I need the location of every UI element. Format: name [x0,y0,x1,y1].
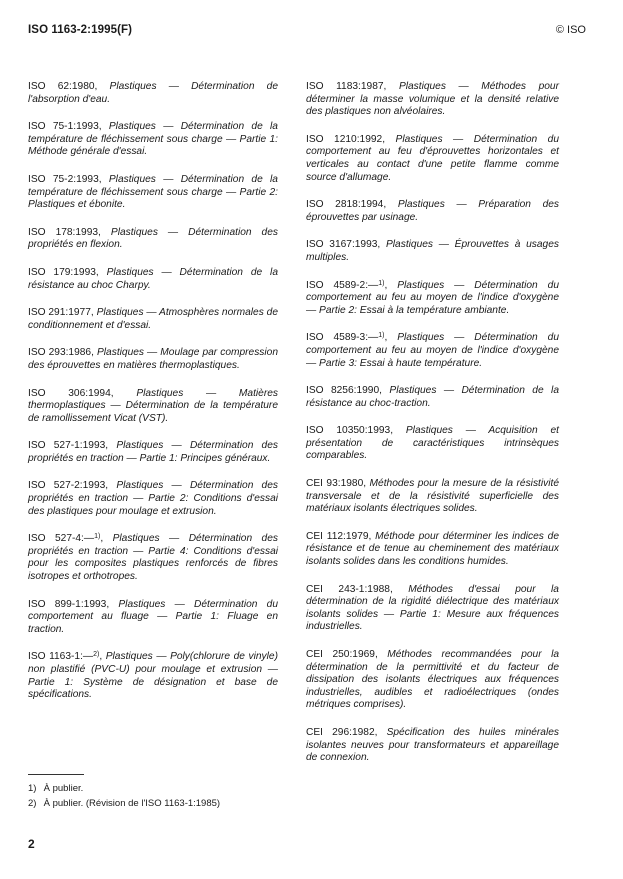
normative-reference [28,174,278,212]
normative-reference [28,307,278,332]
normative-reference [28,440,278,465]
footnote-marker: 2) [93,651,100,659]
normative-reference [28,121,278,159]
reference-title: Plastiques — Atmosphères normales de conditionnement et d'essai. [28,307,278,331]
reference-number: ISO 291:1977, [28,307,94,319]
page-number: 2 [28,837,35,851]
normative-reference: ISO 4589-3:—$^{1)}$, Plastiques — Détermination du comportement au feu au moyen de l'indice d'oxygène — Partie 3: Essai à haute température. [306,332,559,369]
normative-reference [28,227,278,252]
normative-reference [306,385,559,410]
normative-reference [306,199,559,224]
standard-number: ISO 1163-2:1995(F) [28,24,133,36]
normative-reference [28,599,278,637]
reference-number: ISO 306:1994, [28,387,114,399]
normative-reference [306,81,559,119]
reference-title: Plastiques — Détermination des propriétés en flexion. [28,226,278,251]
reference-title: Plastiques — Poly(chlorure de vinyle) non plastifié (PVC-U) pour moulage et extrusion — Partie 1: Système de désignation et base de spécifications. [28,651,278,701]
reference-number: ISO 10350:1993, [306,425,394,437]
reference-number: ISO 899-1:1993, [28,598,110,610]
reference-number: ISO 3167:1993, [306,239,381,251]
reference-title: Plastiques — Éprouvettes à usages multiples. [306,239,559,263]
normative-reference [306,531,559,569]
normative-reference [306,425,559,463]
reference-title: Plastiques — Détermination des propriétés en traction — Partie 1: Principes généraux. [28,440,278,464]
reference-number: ISO 2818:1994, [306,199,387,211]
footnote-marker: 1) [378,279,385,287]
left-reference-column [28,81,278,717]
reference-title: Plastiques — Détermination du comportement au feu d'éprouvettes horizontales et verticales au contact d'une petite flamme comme source d'allumage. [306,133,559,183]
reference-title: Méthodes pour la mesure de la résistivité transversale et de la résistivité superficielle des matériaux isolants électriques solides. [306,478,559,515]
reference-number: ISO 179:1993, [28,266,99,278]
reference-number: ISO 75-1:1993, [28,121,102,133]
reference-title: Méthodes d'essai pour la détermination de la rigidité diélectrique des matériaux isolants solides — Partie 1: Mesure aux fréquences industrielles. [306,583,559,633]
reference-title: Plastiques — Détermination du comportement au feu au moyen de l'indice d'oxygène — Partie 2: Essai à la température ambiante. [306,279,559,316]
normative-reference [306,727,559,765]
reference-number: ISO 8256:1990, [306,385,382,397]
reference-title: Plastiques — Acquisition et présentation de caractéristiques intrinsèques comparables. [306,425,559,462]
reference-number: ISO 527-2:1993, [28,480,109,492]
reference-number: ISO 1183:1987, [306,81,387,92]
reference-title: Spécification des huiles minérales isolantes neuves pour transformateurs et appareillage de connexion. [306,726,559,764]
footnote-marker: 1) [378,332,385,340]
normative-reference [306,239,559,264]
footnote-2: 2) À publier. (Révision de l'ISO 1163-1:1985) [28,797,221,809]
reference-number: CEI 243-1:1988, [306,583,393,595]
normative-reference [28,480,278,518]
reference-title: Plastiques — Détermination de la résistance au choc-traction. [306,385,559,409]
reference-number: CEI 250:1969, [306,649,378,660]
reference-title: Plastiques — Détermination du comportement au fluage — Partie 1: Fluage en traction. [28,598,278,635]
reference-title: Plastiques — Détermination du comportement au feu au moyen de l'indice d'oxygène — Partie 3: Essai à haute température. [306,332,559,369]
reference-number: ISO 178:1993, [28,226,101,238]
normative-reference: ISO 1163-1:—$^{2)}$, Plastiques — Poly(chlorure de vinyle) non plastifié (PVC-U) pour moulage et extrusion — Partie 1: Système de désignation et base de spécifications. [28,651,278,701]
footnote-marker: 1) [94,533,101,541]
reference-number: ISO 75-2:1993, [28,173,102,185]
normative-reference [28,347,278,372]
normative-reference [306,134,559,184]
normative-reference [306,478,559,516]
reference-number: CEI 112:1979, [306,530,372,542]
reference-number: ISO 293:1986, [28,347,94,359]
reference-title: Méthodes recommandées pour la détermination de la permittivité et du facteur de dissipation des isolants électriques aux fréquences industrielles, audibles et radioélectriques (ondes métriques comprises). [306,649,559,711]
normative-reference: ISO 527-4:—$^{1)}$, Plastiques — Détermination des propriétés en traction — Partie 4: Conditions d'essai pour les composites plastiques renforcés de fibres isotropes et orthotropes. [28,533,278,583]
reference-number: ISO 4589-3:— [306,332,379,344]
reference-number: ISO 62:1980, [28,81,98,92]
reference-number: ISO 527-4:— [28,533,95,545]
reference-title: Plastiques — Moulage par compression des éprouvettes en matières thermoplastiques. [28,347,278,371]
reference-number: CEI 296:1982, [306,726,378,738]
footnotes [28,782,220,811]
reference-title: Plastiques — Détermination de la température de fléchissement sous charge — Partie 1: Méthode générale d'essai. [28,121,278,158]
reference-title: Plastiques — Matières thermoplastiques — Détermination de la température de ramollissement Vicat (VST). [28,387,278,424]
reference-number: ISO 1210:1992, [306,133,386,145]
normative-reference [306,649,559,712]
normative-reference [306,584,559,634]
reference-title: Plastiques — Méthodes pour déterminer la masse volumique et la densité relative des plastiques non alvéolaires. [306,81,559,118]
normative-reference: ISO 4589-2:—$^{1)}$, Plastiques — Détermination du comportement au feu au moyen de l'indice d'oxygène — Partie 2: Essai à la température ambiante. [306,279,559,316]
right-reference-column [306,81,559,780]
footnote-rule [28,774,84,775]
normative-reference [28,388,278,426]
reference-number: ISO 527-1:1993, [28,440,109,452]
reference-title: Plastiques — Détermination des propriétés en traction — Partie 2: Conditions d'essai des plastiques pour moulage et extrusion. [28,480,278,517]
reference-title: Plastiques — Détermination de la résistance au choc Charpy. [28,266,278,291]
reference-title: Plastiques — Détermination des propriétés en traction — Partie 4: Conditions d'essai pour les composites plastiques renforcés de fibres isotropes et orthotropes. [28,533,278,583]
reference-number: ISO 1163-1:— [28,651,94,663]
reference-number: CEI 93:1980, [306,478,367,490]
normative-reference [28,267,278,292]
reference-number: ISO 4589-2:— [306,279,379,291]
normative-reference [28,81,278,106]
reference-title: Plastiques — Préparation des éprouvettes par usinage. [306,199,559,223]
footnote-1: 1) À publier. [28,783,84,794]
reference-title: Plastiques — Détermination de l'absorption d'eau. [28,81,278,105]
copyright-notice: © ISO [555,24,586,36]
reference-title: Plastiques — Détermination de la température de fléchissement sous charge — Partie 2: Plastiques et ébonite. [28,173,278,211]
reference-title: Méthode pour déterminer les indices de résistance et de tenue au cheminement des matériaux isolants solides dans les conditions humides. [306,530,559,568]
